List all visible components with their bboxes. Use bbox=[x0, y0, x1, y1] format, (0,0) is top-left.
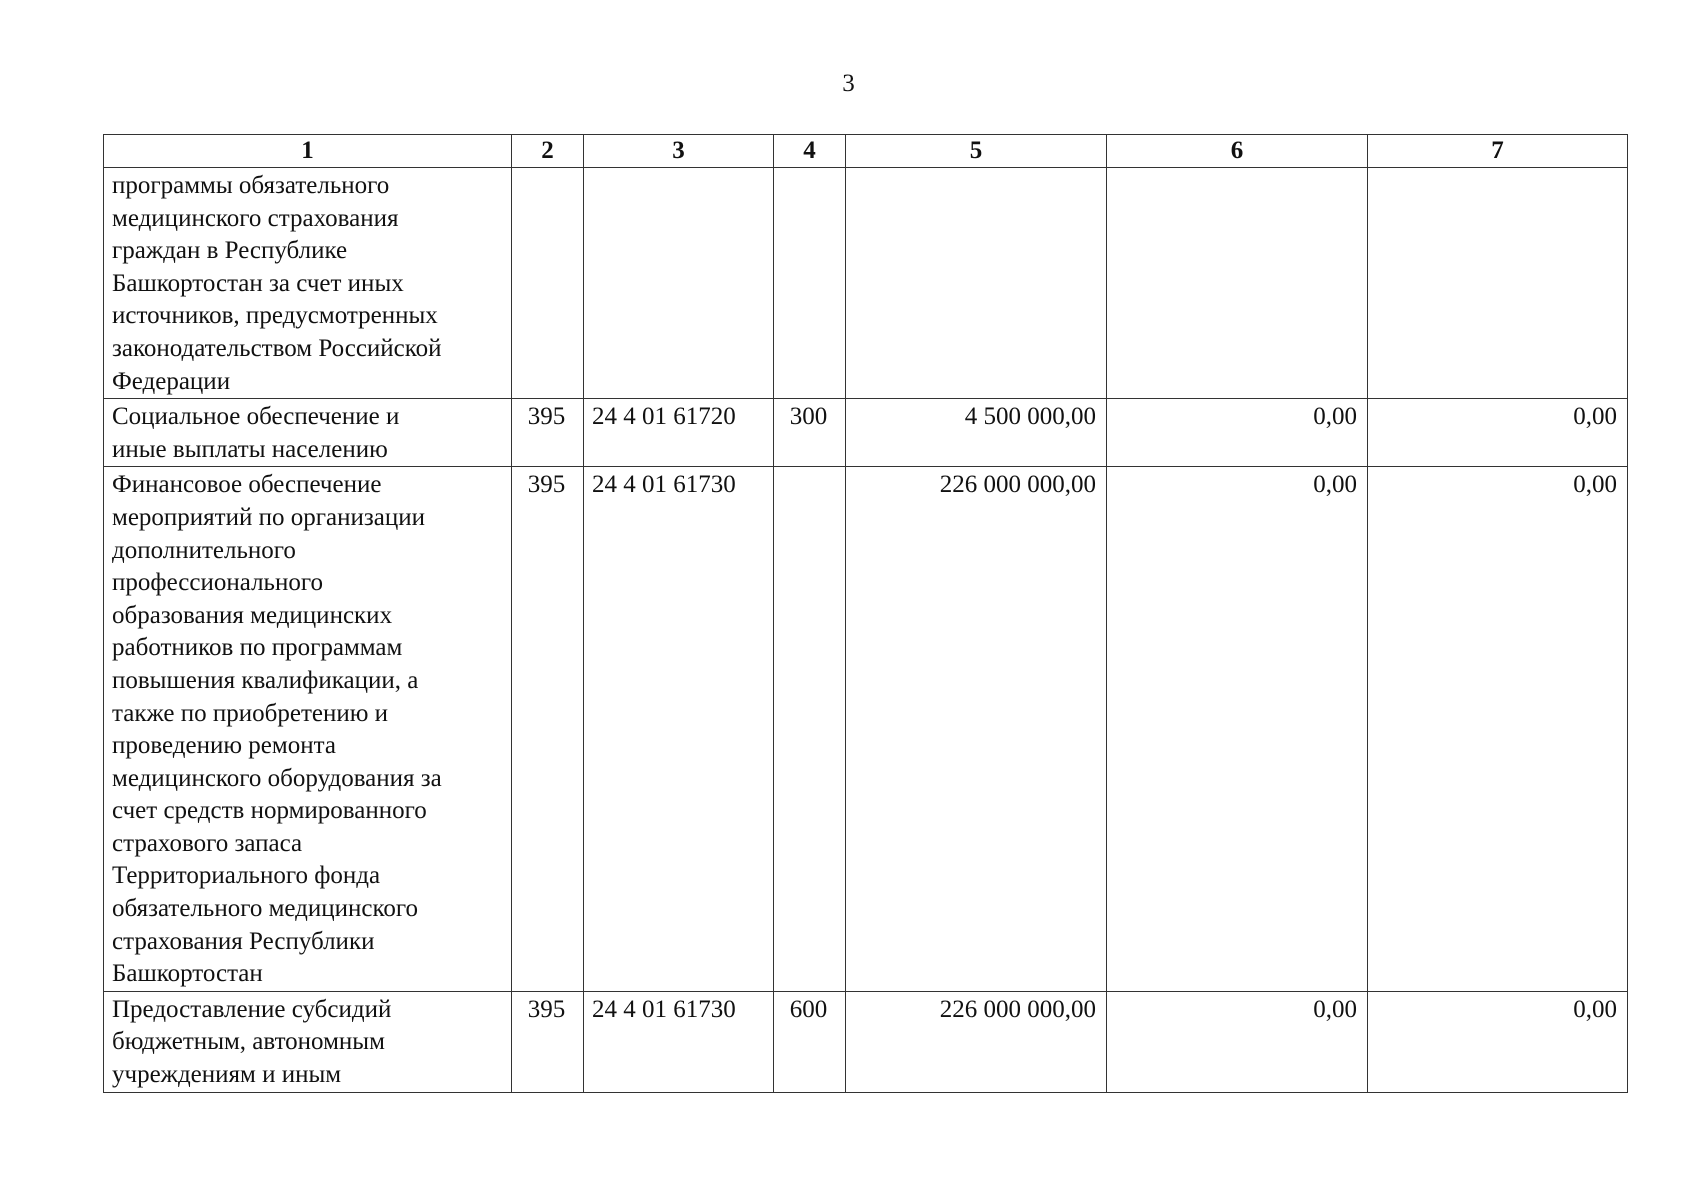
target-article-cell: 24 4 01 61730 bbox=[584, 467, 774, 992]
expense-type-cell bbox=[774, 168, 846, 399]
amount-cell bbox=[846, 168, 1107, 399]
expense-type-cell: 300 bbox=[774, 399, 846, 467]
target-article-cell bbox=[584, 168, 774, 399]
amount-cell: 0,00 bbox=[1107, 399, 1368, 467]
column-header: 7 bbox=[1368, 135, 1628, 168]
row-name-cell bbox=[104, 467, 512, 992]
expense-type-cell bbox=[774, 467, 846, 992]
amount-cell: 0,00 bbox=[1368, 467, 1628, 992]
target-article-cell: 24 4 01 61730 bbox=[584, 991, 774, 1092]
ministry-code-cell: 395 bbox=[512, 467, 584, 992]
amount-cell: 4 500 000,00 bbox=[846, 399, 1107, 467]
row-name-cell bbox=[104, 399, 512, 467]
row-name-cell bbox=[104, 168, 512, 399]
table-row bbox=[104, 399, 1628, 467]
page-number: 3 bbox=[842, 70, 855, 97]
amount-cell bbox=[1107, 168, 1368, 399]
amount-cell: 226 000 000,00 bbox=[846, 467, 1107, 992]
amount-cell: 0,00 bbox=[1107, 467, 1368, 992]
table-row bbox=[104, 991, 1628, 1092]
column-header: 3 bbox=[584, 135, 774, 168]
amount-cell: 0,00 bbox=[1368, 399, 1628, 467]
row-name: Финансовое обеспечение мероприятий по организации дополнительного профессионального образования медицинских работников по программам повышения квалификации, а также по приобретению и проведению ремонта медицинского оборудования за счет средств нормированного страхового запаса Территориального фонда обязательного медицинского страхования Республики Башкортостан bbox=[112, 471, 442, 988]
budget-table bbox=[103, 134, 1628, 1093]
amount-cell: 226 000 000,00 bbox=[846, 991, 1107, 1092]
amount-cell bbox=[1368, 168, 1628, 399]
row-name: программы обязательного медицинского страхования граждан в Республике Башкортостан за счет иных источников, предусмотренных законодательством Российской Федерации bbox=[112, 172, 442, 395]
row-name-cell bbox=[104, 991, 512, 1092]
amount-cell: 0,00 bbox=[1107, 991, 1368, 1092]
ministry-code-cell bbox=[512, 168, 584, 399]
column-header: 6 bbox=[1107, 135, 1368, 168]
header-row bbox=[104, 135, 1628, 168]
column-header: 4 bbox=[774, 135, 846, 168]
column-header: 5 bbox=[846, 135, 1107, 168]
table-row bbox=[104, 467, 1628, 992]
table-row bbox=[104, 168, 1628, 399]
amount-cell: 0,00 bbox=[1368, 991, 1628, 1092]
expense-type-cell: 600 bbox=[774, 991, 846, 1092]
ministry-code-cell: 395 bbox=[512, 399, 584, 467]
column-header: 2 bbox=[512, 135, 584, 168]
row-name: Социальное обеспечение и иные выплаты населению bbox=[112, 403, 400, 463]
target-article-cell: 24 4 01 61720 bbox=[584, 399, 774, 467]
row-name: Предоставление субсидий бюджетным, автономным учреждениям и иным bbox=[112, 995, 392, 1089]
column-header: 1 bbox=[104, 135, 512, 168]
ministry-code-cell: 395 bbox=[512, 991, 584, 1092]
